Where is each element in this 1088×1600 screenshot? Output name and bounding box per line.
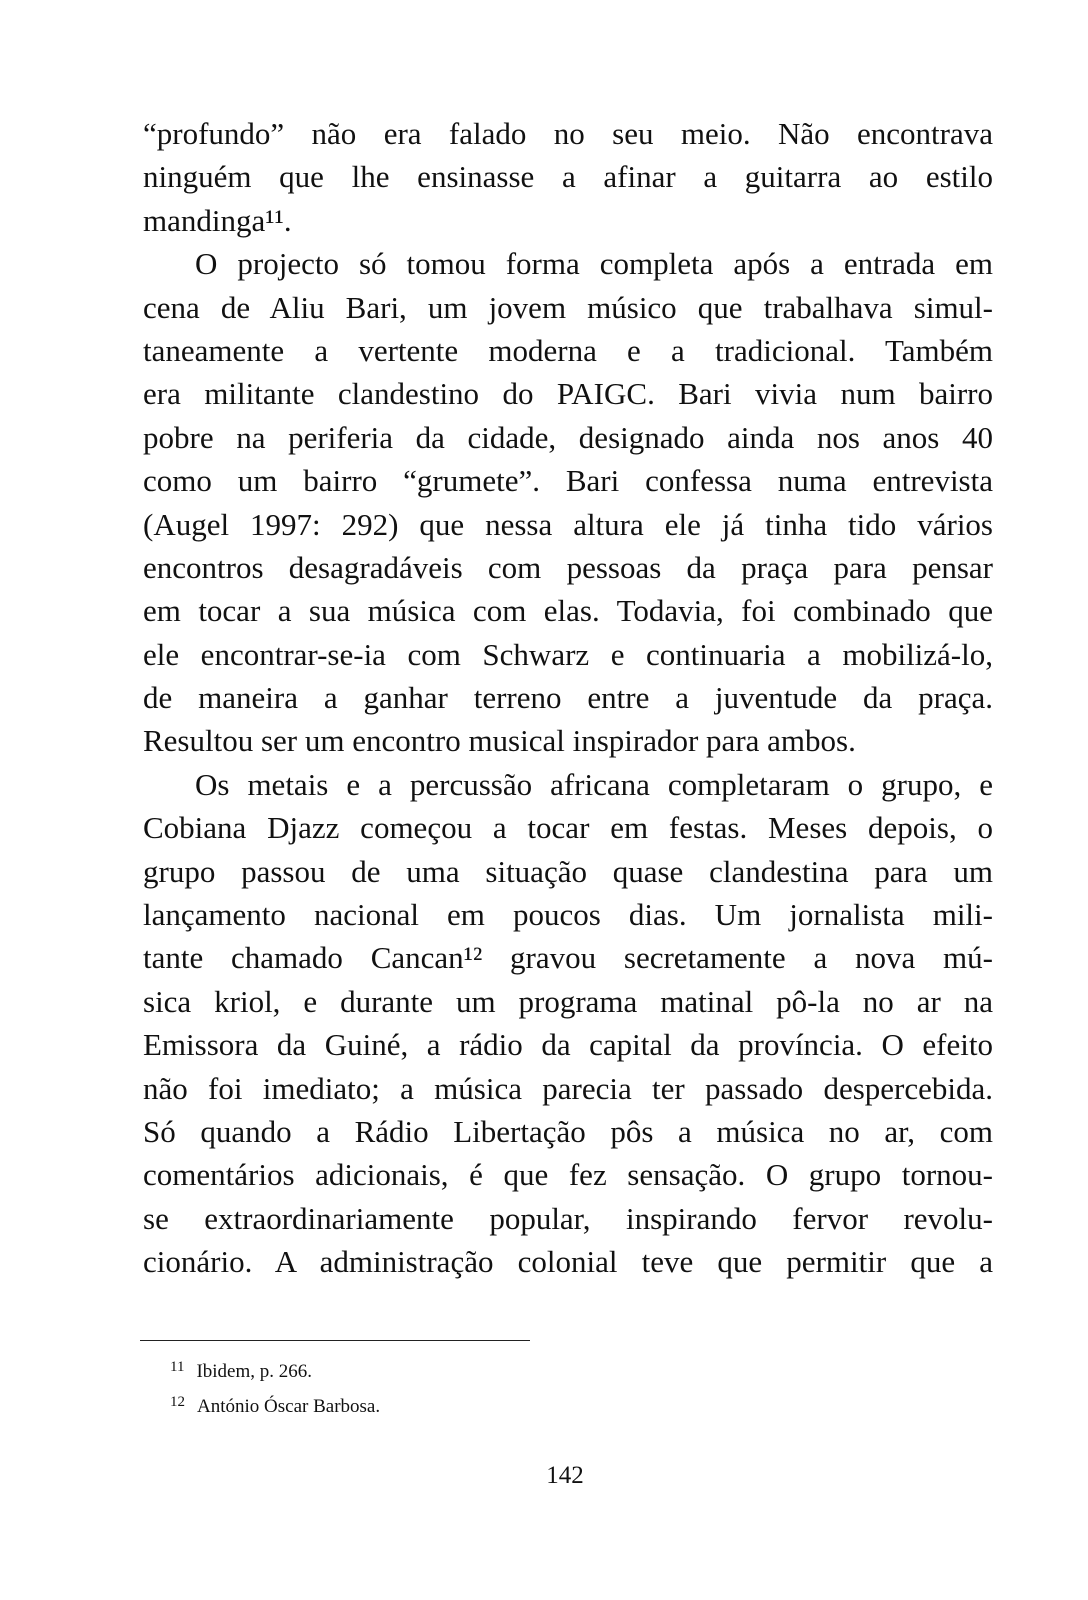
footnote-text: António Óscar Barbosa. xyxy=(197,1396,381,1417)
text-line: taneamente a vertente moderna e a tradicional. Também xyxy=(143,332,993,368)
text-line: cionário. A administração colonial teve que permitir que a xyxy=(143,1244,993,1280)
text-line: ninguém que lhe ensinasse a afinar a guitarra ao estilo xyxy=(143,159,993,195)
text-line: comentários adicionais, é que fez sensação. O grupo tornou- xyxy=(143,1157,993,1193)
footnote xyxy=(170,1387,380,1422)
footnote-text: Ibidem, p. 266. xyxy=(196,1361,313,1382)
footnote-divider xyxy=(140,1340,530,1341)
text-line: Emissora da Guiné, a rádio da capital da província. O efeito xyxy=(143,1027,993,1063)
text-line: sica kriol, e durante um programa matinal pô-la no ar na xyxy=(143,983,993,1019)
page-number: 142 xyxy=(546,1462,584,1489)
text-line: Resultou ser um encontro musical inspirador para ambos. xyxy=(143,723,856,759)
text-line: encontros desagradáveis com pessoas da praça para pensar xyxy=(143,549,993,585)
text-line: ele encontrar-se-ia com Schwarz e continuaria a mobilizá-lo, xyxy=(143,636,993,672)
text-line: era militante clandestino do PAIGC. Bari vivia num bairro xyxy=(143,376,993,412)
text-line: pobre na periferia da cidade, designado ainda nos anos 40 xyxy=(143,419,993,455)
text-line: Os metais e a percussão africana completaram o grupo, e xyxy=(195,766,993,802)
text-line: mandinga¹¹. xyxy=(143,202,292,238)
text-line: em tocar a sua música com elas. Todavia, foi combinado que xyxy=(143,593,993,629)
body-text xyxy=(143,112,993,1284)
text-line: (Augel 1997: 292) que nessa altura ele já tinha tido vários xyxy=(143,506,993,542)
footnote-number: 11 xyxy=(170,1359,185,1375)
text-line: grupo passou de uma situação quase clandestina para um xyxy=(143,853,993,889)
text-line: Cobiana Djazz começou a tocar em festas. Meses depois, o xyxy=(143,810,993,846)
text-line: como um bairro “grumete”. Bari confessa numa entrevista xyxy=(143,463,993,499)
text-line: “profundo” não era falado no seu meio. Não encontrava xyxy=(143,116,993,151)
text-line: não foi imediato; a música parecia ter passado despercebida. xyxy=(143,1070,993,1106)
text-line: de maneira a ganhar terreno entre a juventude da praça. xyxy=(143,680,993,716)
text-line: tante chamado Cancan¹² gravou secretamente a nova mú- xyxy=(143,940,993,976)
text-line: cena de Aliu Bari, um jovem músico que trabalhava simul- xyxy=(143,289,993,325)
text-line: O projecto só tomou forma completa após a entrada em xyxy=(195,246,993,282)
footnote-number: 12 xyxy=(170,1394,185,1410)
text-line: se extraordinariamente popular, inspirando fervor revolu- xyxy=(143,1200,993,1236)
text-line: lançamento nacional em poucos dias. Um jornalista mili- xyxy=(143,897,993,933)
text-line: Só quando a Rádio Libertação pôs a música no ar, com xyxy=(143,1113,993,1149)
footnote xyxy=(170,1352,380,1387)
footnotes xyxy=(170,1352,380,1422)
